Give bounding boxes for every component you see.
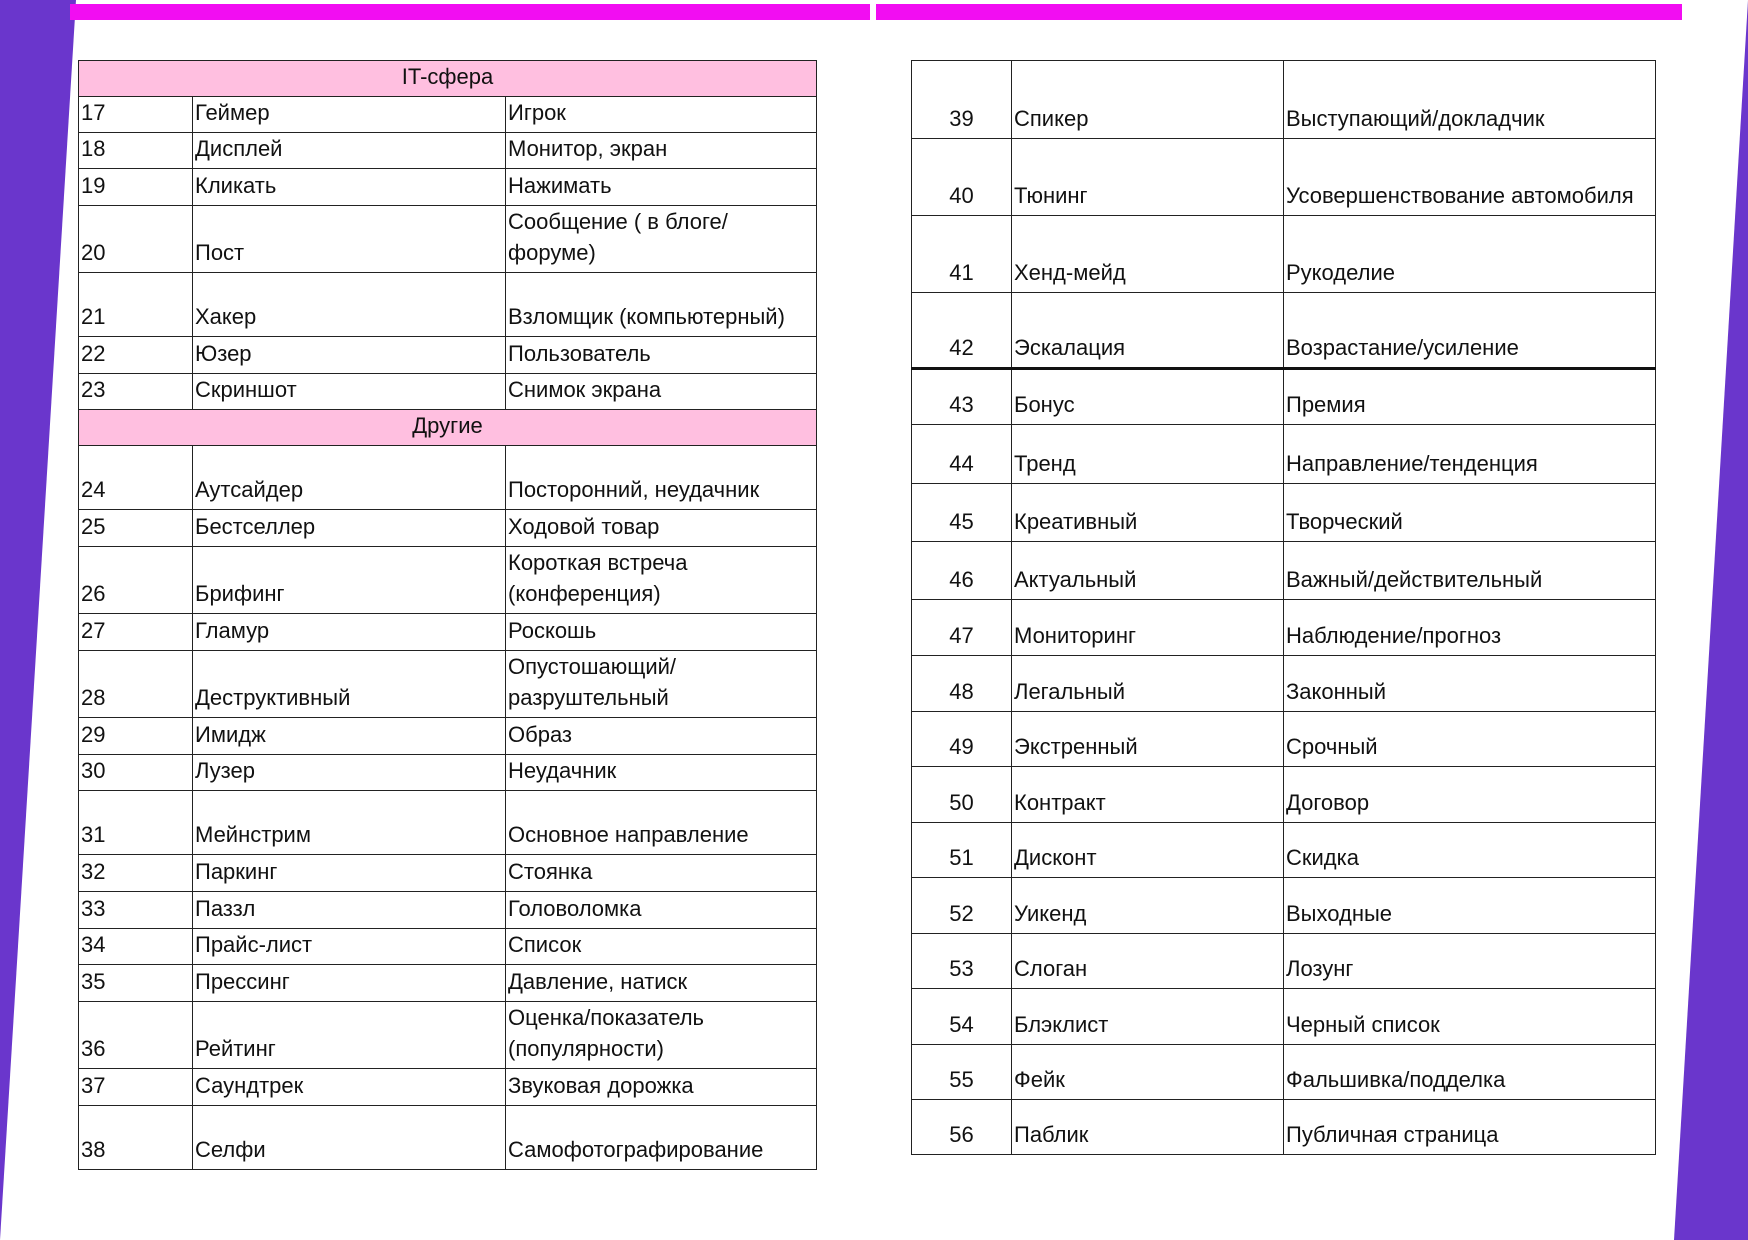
word-meaning: Черный список [1284,989,1656,1045]
table-row [912,1045,1656,1100]
borrowed-word: Дисконт [1012,823,1284,878]
borrowed-word: Бестселлер [193,510,506,547]
word-meaning: Взломщик (компьютерный) [506,273,817,337]
table-row [79,892,817,929]
table-row [79,718,817,755]
row-number: 27 [79,614,193,651]
word-meaning: Выходные [1284,878,1656,934]
word-meaning: Роскошь [506,614,817,651]
borrowed-word: Слоган [1012,934,1284,989]
borrowed-word: Аутсайдер [193,446,506,510]
word-meaning: Фальшивка/подделка [1284,1045,1656,1100]
section-header-other [79,410,817,446]
word-meaning: Сообщение ( в блоге/ форуме) [506,206,817,273]
row-number: 25 [79,510,193,547]
borrowed-word: Тренд [1012,425,1284,484]
table-row [79,206,817,273]
row-number: 39 [912,61,1012,139]
left-purple-stripe [0,0,76,1240]
table-row [79,446,817,510]
borrowed-word: Паблик [1012,1100,1284,1155]
borrowed-word: Прайс-лист [193,929,506,965]
word-meaning: Посторонний, неудачник [506,446,817,510]
borrowed-word: Скриншот [193,374,506,410]
row-number: 28 [79,651,193,718]
table-row [79,374,817,410]
row-number: 56 [912,1100,1012,1155]
borrowed-word: Мейнстрим [193,791,506,855]
table-row [912,1100,1656,1155]
table-row [912,542,1656,600]
table-row [912,934,1656,989]
borrowed-word: Актуальный [1012,542,1284,600]
row-number: 45 [912,484,1012,542]
table-row [79,1106,817,1170]
row-number: 37 [79,1069,193,1106]
table-row [912,293,1656,369]
word-meaning: Опустошающий/ разруштельный [506,651,817,718]
word-meaning: Скидка [1284,823,1656,878]
table-row [79,547,817,614]
word-meaning: Звуковая дорожка [506,1069,817,1106]
row-number: 41 [912,216,1012,293]
table-row [912,425,1656,484]
word-meaning: Пользователь [506,337,817,374]
borrowed-word: Бонус [1012,369,1284,425]
row-number: 47 [912,600,1012,656]
top-magenta-bar-right [876,4,1682,20]
row-number: 51 [912,823,1012,878]
word-meaning: Договор [1284,767,1656,823]
word-meaning: Ходовой товар [506,510,817,547]
table-row [79,651,817,718]
borrowed-word: Легальный [1012,656,1284,712]
word-meaning: Наблюдение/прогноз [1284,600,1656,656]
word-meaning: Направление/тенденция [1284,425,1656,484]
table-row [912,216,1656,293]
row-number: 55 [912,1045,1012,1100]
borrowed-word: Паззл [193,892,506,929]
word-meaning: Головоломка [506,892,817,929]
table-row [912,989,1656,1045]
row-number: 24 [79,446,193,510]
borrowed-word: Кликать [193,169,506,206]
table-row [79,965,817,1002]
word-meaning: Важный/действительный [1284,542,1656,600]
borrowed-word: Тюнинг [1012,139,1284,216]
section-header-it [79,61,817,97]
row-number: 31 [79,791,193,855]
table-row [79,273,817,337]
word-meaning: Публичная страница [1284,1100,1656,1155]
table-row [912,600,1656,656]
borrowed-word: Прессинг [193,965,506,1002]
row-number: 46 [912,542,1012,600]
row-number: 17 [79,97,193,133]
borrowed-word: Хенд-мейд [1012,216,1284,293]
row-number: 23 [79,374,193,410]
word-meaning: Премия [1284,369,1656,425]
table-row [912,878,1656,934]
word-meaning: Лозунг [1284,934,1656,989]
row-number: 26 [79,547,193,614]
top-magenta-bar-left [70,4,870,20]
row-number: 38 [79,1106,193,1170]
table-row [912,823,1656,878]
table-row [79,791,817,855]
table-row [79,755,817,791]
table-row [79,337,817,374]
word-meaning: Список [506,929,817,965]
row-number: 42 [912,293,1012,369]
borrowed-word: Хакер [193,273,506,337]
word-meaning: Нажимать [506,169,817,206]
borrowed-word: Брифинг [193,547,506,614]
table-row [79,510,817,547]
word-meaning: Основное направление [506,791,817,855]
borrowed-word: Деструктивный [193,651,506,718]
row-number: 44 [912,425,1012,484]
word-meaning: Давление, натиск [506,965,817,1002]
row-number: 22 [79,337,193,374]
table-row [912,656,1656,712]
word-meaning: Возрастание/усиление [1284,293,1656,369]
table-row [912,139,1656,216]
borrowed-word: Экстренный [1012,712,1284,767]
right-vocabulary-table [911,60,1656,1155]
borrowed-word: Блэклист [1012,989,1284,1045]
borrowed-word: Лузер [193,755,506,791]
table-row [912,369,1656,425]
row-number: 30 [79,755,193,791]
borrowed-word: Геймер [193,97,506,133]
row-number: 18 [79,133,193,169]
table-row [912,61,1656,139]
row-number: 34 [79,929,193,965]
borrowed-word: Паркинг [193,855,506,892]
word-meaning: Самофотографирование [506,1106,817,1170]
word-meaning: Законный [1284,656,1656,712]
table-row [912,767,1656,823]
word-meaning: Усовершенствование автомобиля [1284,139,1656,216]
borrowed-word: Селфи [193,1106,506,1170]
borrowed-word: Уикенд [1012,878,1284,934]
table-row [79,855,817,892]
borrowed-word: Креативный [1012,484,1284,542]
borrowed-word: Пост [193,206,506,273]
row-number: 21 [79,273,193,337]
row-number: 43 [912,369,1012,425]
borrowed-word: Рейтинг [193,1002,506,1069]
borrowed-word: Фейк [1012,1045,1284,1100]
word-meaning: Творческий [1284,484,1656,542]
table-row [79,169,817,206]
word-meaning: Оценка/показатель (популярности) [506,1002,817,1069]
word-meaning: Образ [506,718,817,755]
right-purple-stripe [1674,0,1748,1240]
table-row [912,712,1656,767]
word-meaning: Рукоделие [1284,216,1656,293]
table-row [79,97,817,133]
row-number: 33 [79,892,193,929]
row-number: 49 [912,712,1012,767]
borrowed-word: Саундтрек [193,1069,506,1106]
word-meaning: Выступающий/докладчик [1284,61,1656,139]
table-row [79,929,817,965]
borrowed-word: Юзер [193,337,506,374]
borrowed-word: Мониторинг [1012,600,1284,656]
word-meaning: Срочный [1284,712,1656,767]
word-meaning: Игрок [506,97,817,133]
table-row [79,1069,817,1106]
word-meaning: Монитор, экран [506,133,817,169]
row-number: 35 [79,965,193,1002]
word-meaning: Неудачник [506,755,817,791]
borrowed-word: Имидж [193,718,506,755]
table-row [79,1002,817,1069]
row-number: 50 [912,767,1012,823]
section-title: IT-сфера [79,61,817,97]
borrowed-word: Дисплей [193,133,506,169]
row-number: 48 [912,656,1012,712]
row-number: 20 [79,206,193,273]
row-number: 32 [79,855,193,892]
borrowed-word: Спикер [1012,61,1284,139]
row-number: 54 [912,989,1012,1045]
word-meaning: Короткая встреча (конференция) [506,547,817,614]
table-row [79,133,817,169]
row-number: 52 [912,878,1012,934]
section-title: Другие [79,410,817,446]
table-row [912,484,1656,542]
row-number: 40 [912,139,1012,216]
row-number: 29 [79,718,193,755]
borrowed-word: Эскалация [1012,293,1284,369]
word-meaning: Стоянка [506,855,817,892]
borrowed-word: Контракт [1012,767,1284,823]
row-number: 36 [79,1002,193,1069]
borrowed-word: Гламур [193,614,506,651]
table-row [79,614,817,651]
left-vocabulary-table [78,60,817,1170]
word-meaning: Снимок экрана [506,374,817,410]
row-number: 19 [79,169,193,206]
row-number: 53 [912,934,1012,989]
